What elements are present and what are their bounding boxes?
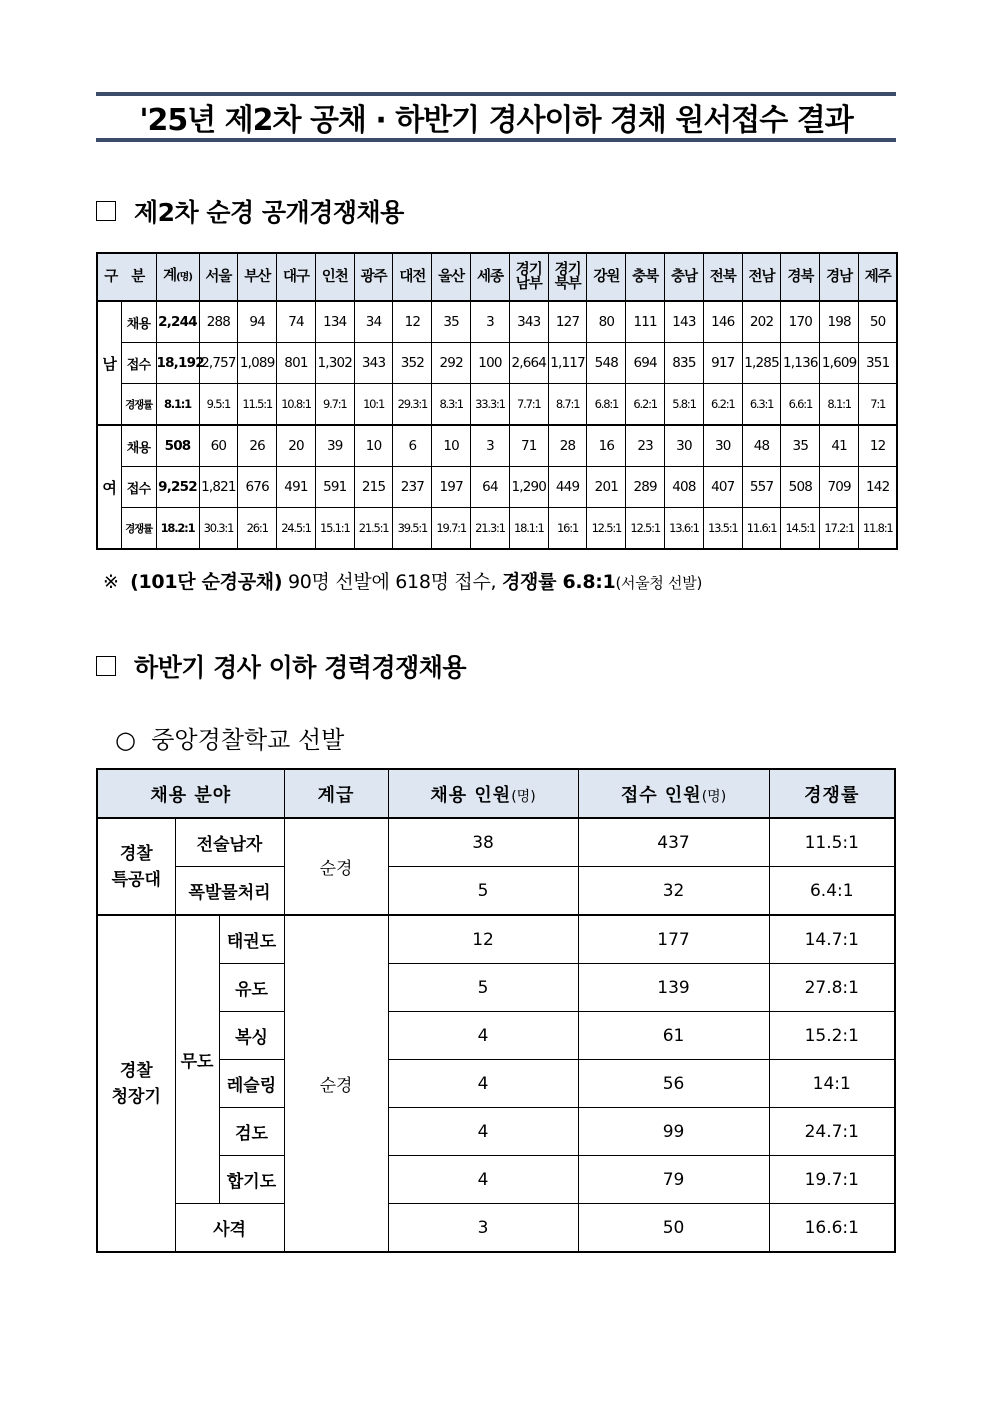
table1-value-cell: 50: [859, 301, 898, 343]
table1-value-cell: 30.3:1: [199, 508, 238, 550]
table1-value-cell: 28: [548, 425, 587, 467]
table1-value-cell: 198: [820, 301, 859, 343]
table1-value-cell: 343: [509, 301, 548, 343]
table2-ratio-cell: 27.8:1: [769, 964, 895, 1012]
table1-value-cell: 127: [548, 301, 587, 343]
table1-value-cell: 111: [626, 301, 665, 343]
table1-value-cell: 7:1: [859, 384, 898, 426]
table1-value-cell: 1,285: [742, 343, 781, 384]
section-heading-2-text: 하반기 경사 이하 경력경쟁채용: [134, 653, 467, 682]
table2-field-cell: 복싱: [219, 1012, 284, 1060]
table2-ratio-cell: 14.7:1: [769, 915, 895, 964]
table2-header-apply: 접수 인원(명): [578, 769, 769, 818]
table1-value-cell: 19.7:1: [432, 508, 471, 550]
table2-hire-cell: 5: [388, 964, 578, 1012]
note-small: (서울청 선발): [615, 574, 702, 592]
table1-value-cell: 1,821: [199, 467, 238, 508]
table1-value-cell: 408: [665, 467, 704, 508]
table1-value-cell: 35: [432, 301, 471, 343]
table2-group-name: 경찰 청장기: [97, 915, 175, 1252]
table1-row: [97, 384, 897, 426]
table1-value-cell: 197: [432, 467, 471, 508]
table1-value-cell: 48: [742, 425, 781, 467]
table2-header-row: [97, 769, 895, 818]
table1-value-cell: 508: [781, 467, 820, 508]
table1-value-cell: 343: [354, 343, 393, 384]
table1-value-cell: 6.2:1: [703, 384, 742, 426]
table1-value-cell: 60: [199, 425, 238, 467]
table1-value-cell: 6.3:1: [742, 384, 781, 426]
section-heading-1: [96, 193, 404, 229]
table1-header-total: 계(명): [156, 253, 199, 301]
table1-value-cell: 2,757: [199, 343, 238, 384]
table2-apply-cell: 437: [578, 818, 769, 867]
table2-hire-cell: 3: [388, 1204, 578, 1253]
table2-ratio-cell: 6.4:1: [769, 867, 895, 916]
table1-header-gubun: 구 분: [97, 253, 156, 301]
table1-value-cell: 201: [587, 467, 626, 508]
table1-value-cell: 801: [277, 343, 316, 384]
checkbox-square-icon: [96, 201, 116, 221]
table1-row-label: 채용: [121, 301, 156, 343]
table1-value-cell: 11.5:1: [238, 384, 277, 426]
table1-value-cell: 6: [393, 425, 432, 467]
table1-value-cell: 12.5:1: [626, 508, 665, 550]
table1-row-label: 경쟁률: [121, 508, 156, 550]
table1-value-cell: 20: [277, 425, 316, 467]
table1-header-region: 광주: [354, 253, 393, 301]
circle-bullet-icon: ○: [115, 726, 136, 754]
table1-value-cell: 1,136: [781, 343, 820, 384]
table1-value-cell: 14.5:1: [781, 508, 820, 550]
table1-value-cell: 1,117: [548, 343, 587, 384]
table2-field-cell: 레슬링: [219, 1060, 284, 1108]
table1-value-cell: 13.5:1: [703, 508, 742, 550]
table1-value-cell: 18.1:1: [509, 508, 548, 550]
table1-header-region: 경기 남부: [509, 253, 548, 301]
table1-row: [97, 467, 897, 508]
table2-hire-cell: 4: [388, 1060, 578, 1108]
table1-value-cell: 215: [354, 467, 393, 508]
table2-rank-cell: 순경: [284, 915, 388, 1252]
table1-value-cell: 13.6:1: [665, 508, 704, 550]
table1-header-region: 충북: [626, 253, 665, 301]
table2-field-cell: 폭발물처리: [175, 867, 284, 916]
table2-apply-cell: 32: [578, 867, 769, 916]
table1-row: [97, 301, 897, 343]
table1-value-cell: 10:1: [354, 384, 393, 426]
table1-value-cell: 8.3:1: [432, 384, 471, 426]
table2-apply-cell: 50: [578, 1204, 769, 1253]
table1-value-cell: 917: [703, 343, 742, 384]
table1-gender-cell: 남: [97, 301, 121, 425]
table1-row-label: 채용: [121, 425, 156, 467]
table1-value-cell: 142: [859, 467, 898, 508]
table1-value-cell: 30: [665, 425, 704, 467]
table1-value-cell: 30: [703, 425, 742, 467]
table2-row: [97, 1204, 895, 1253]
table1-value-cell: 288: [199, 301, 238, 343]
table2-ratio-cell: 24.7:1: [769, 1108, 895, 1156]
table1-total-cell: 18.2:1: [156, 508, 199, 550]
table1-value-cell: 548: [587, 343, 626, 384]
table2-hire-cell: 4: [388, 1012, 578, 1060]
table1-value-cell: 9.7:1: [315, 384, 354, 426]
table1-value-cell: 3: [471, 301, 510, 343]
table1-value-cell: 33.3:1: [471, 384, 510, 426]
table2-header-ratio: 경쟁률: [769, 769, 895, 818]
table1-row-label: 접수: [121, 343, 156, 384]
subsection-label: 중앙경찰학교 선발: [151, 726, 345, 754]
table1-value-cell: 5.8:1: [665, 384, 704, 426]
table1-value-cell: 94: [238, 301, 277, 343]
note-ratio: 경쟁률 6.8:1: [502, 571, 616, 593]
checkbox-square-icon: [96, 656, 116, 676]
table1-total-cell: 9,252: [156, 467, 199, 508]
table1-value-cell: 9.5:1: [199, 384, 238, 426]
table1-value-cell: 1,089: [238, 343, 277, 384]
table1-value-cell: 15.1:1: [315, 508, 354, 550]
table1-value-cell: 237: [393, 467, 432, 508]
table1-value-cell: 10.8:1: [277, 384, 316, 426]
table1-total-cell: 8.1:1: [156, 384, 199, 426]
table1-value-cell: 71: [509, 425, 548, 467]
table1-value-cell: 2,664: [509, 343, 548, 384]
table2-ratio-cell: 11.5:1: [769, 818, 895, 867]
table2-apply-cell: 61: [578, 1012, 769, 1060]
table1-value-cell: 134: [315, 301, 354, 343]
table1-value-cell: 351: [859, 343, 898, 384]
table1-value-cell: 3: [471, 425, 510, 467]
table2-header-field: 채용 분야: [97, 769, 284, 818]
table1-value-cell: 17.2:1: [820, 508, 859, 550]
table1-value-cell: 11.6:1: [742, 508, 781, 550]
table1-row-label: 접수: [121, 467, 156, 508]
table1-value-cell: 39.5:1: [393, 508, 432, 550]
table1-value-cell: 709: [820, 467, 859, 508]
table1-value-cell: 16: [587, 425, 626, 467]
table1-header-region: 강원: [587, 253, 626, 301]
table1-value-cell: 23: [626, 425, 665, 467]
table1-value-cell: 449: [548, 467, 587, 508]
table1-header-region: 전북: [703, 253, 742, 301]
table2-hire-cell: 38: [388, 818, 578, 867]
table2-field-cell: 사격: [175, 1204, 284, 1253]
table1-gender-cell: 여: [97, 425, 121, 549]
table2-row: [97, 818, 895, 867]
table2-field-cell: 태권도: [219, 915, 284, 964]
table1-value-cell: 143: [665, 301, 704, 343]
table2-ratio-cell: 19.7:1: [769, 1156, 895, 1204]
table1-value-cell: 21.3:1: [471, 508, 510, 550]
table2-hire-cell: 5: [388, 867, 578, 916]
footnote: [103, 567, 702, 594]
table1-row: [97, 508, 897, 550]
table1-header-region: 대전: [393, 253, 432, 301]
table1-value-cell: 24.5:1: [277, 508, 316, 550]
career-recruitment-table: [96, 768, 896, 1253]
subsection-heading: [115, 720, 344, 755]
table1-header-region: 울산: [432, 253, 471, 301]
table2-row: [97, 915, 895, 964]
table1-total-cell: 508: [156, 425, 199, 467]
table1-total-cell: 18,192: [156, 343, 199, 384]
table2-field-cell: 검도: [219, 1108, 284, 1156]
table2-row: [97, 867, 895, 916]
table1-value-cell: 80: [587, 301, 626, 343]
table2-header-hire: 채용 인원(명): [388, 769, 578, 818]
table1-value-cell: 41: [820, 425, 859, 467]
table1-value-cell: 1,290: [509, 467, 548, 508]
table1-value-cell: 26: [238, 425, 277, 467]
table1-value-cell: 64: [471, 467, 510, 508]
table1-value-cell: 694: [626, 343, 665, 384]
table2-apply-cell: 79: [578, 1156, 769, 1204]
table1-header-region: 세종: [471, 253, 510, 301]
document-title: '25년 제2차 공채 · 하반기 경사이하 경채 원서접수 결과: [139, 103, 853, 138]
table1-value-cell: 12: [393, 301, 432, 343]
table1-value-cell: 292: [432, 343, 471, 384]
table2-header-rank: 계급: [284, 769, 388, 818]
table1-value-cell: 10: [432, 425, 471, 467]
table2-ratio-cell: 14:1: [769, 1060, 895, 1108]
table1-value-cell: 10: [354, 425, 393, 467]
table1-value-cell: 1,302: [315, 343, 354, 384]
table1-header-region: 인천: [315, 253, 354, 301]
table1-header-row: [97, 253, 897, 301]
table2-hire-cell: 4: [388, 1108, 578, 1156]
table1-value-cell: 146: [703, 301, 742, 343]
open-recruitment-table: [96, 252, 898, 550]
table1-header-region: 경남: [820, 253, 859, 301]
section-heading-2: [96, 648, 466, 684]
table1-value-cell: 289: [626, 467, 665, 508]
table2-apply-cell: 56: [578, 1060, 769, 1108]
table1-value-cell: 676: [238, 467, 277, 508]
table2-apply-cell: 99: [578, 1108, 769, 1156]
table1-value-cell: 6.2:1: [626, 384, 665, 426]
table1-header-region: 충남: [665, 253, 704, 301]
table1-value-cell: 21.5:1: [354, 508, 393, 550]
table1-value-cell: 170: [781, 301, 820, 343]
table1-value-cell: 491: [277, 467, 316, 508]
document-title-box: [96, 92, 896, 142]
note-symbol: ※: [103, 571, 119, 593]
table1-header-region: 부산: [238, 253, 277, 301]
table1-header-region: 제주: [859, 253, 898, 301]
table1-value-cell: 7.7:1: [509, 384, 548, 426]
table1-value-cell: 8.1:1: [820, 384, 859, 426]
table1-value-cell: 835: [665, 343, 704, 384]
table1-value-cell: 591: [315, 467, 354, 508]
note-bold-part: (101단 순경공채): [130, 571, 283, 593]
table1-value-cell: 6.6:1: [781, 384, 820, 426]
table1-value-cell: 557: [742, 467, 781, 508]
table1-value-cell: 74: [277, 301, 316, 343]
table2-hire-cell: 12: [388, 915, 578, 964]
table2-rank-cell: 순경: [284, 818, 388, 915]
table1-value-cell: 6.8:1: [587, 384, 626, 426]
table2-subgroup-name: 무도: [175, 915, 219, 1204]
table1-value-cell: 202: [742, 301, 781, 343]
table1-header-region: 경기 북부: [548, 253, 587, 301]
table1-value-cell: 16:1: [548, 508, 587, 550]
table2-field-cell: 전술남자: [175, 818, 284, 867]
table1-value-cell: 12: [859, 425, 898, 467]
table2-field-cell: 유도: [219, 964, 284, 1012]
table2-hire-cell: 4: [388, 1156, 578, 1204]
table1-header-region: 경북: [781, 253, 820, 301]
table1-header-region: 대구: [277, 253, 316, 301]
table2-ratio-cell: 16.6:1: [769, 1204, 895, 1253]
table2-ratio-cell: 15.2:1: [769, 1012, 895, 1060]
table1-total-cell: 2,244: [156, 301, 199, 343]
table1-value-cell: 34: [354, 301, 393, 343]
table1-value-cell: 100: [471, 343, 510, 384]
table2-group-name: 경찰 특공대: [97, 818, 175, 915]
section-heading-1-text: 제2차 순경 공개경쟁채용: [134, 198, 404, 227]
table1-value-cell: 407: [703, 467, 742, 508]
table1-header-region: 서울: [199, 253, 238, 301]
table1-value-cell: 8.7:1: [548, 384, 587, 426]
table1-value-cell: 1,609: [820, 343, 859, 384]
table1-value-cell: 12.5:1: [587, 508, 626, 550]
table1-value-cell: 11.8:1: [859, 508, 898, 550]
table2-apply-cell: 139: [578, 964, 769, 1012]
table1-row: [97, 425, 897, 467]
table2-field-cell: 합기도: [219, 1156, 284, 1204]
table1-value-cell: 26:1: [238, 508, 277, 550]
table1-value-cell: 29.3:1: [393, 384, 432, 426]
table2-apply-cell: 177: [578, 915, 769, 964]
table1-header-region: 전남: [742, 253, 781, 301]
table1-value-cell: 352: [393, 343, 432, 384]
table1-value-cell: 35: [781, 425, 820, 467]
table1-row: [97, 343, 897, 384]
table1-value-cell: 39: [315, 425, 354, 467]
table1-row-label: 경쟁률: [121, 384, 156, 426]
note-middle: 90명 선발에 618명 접수,: [282, 571, 502, 593]
